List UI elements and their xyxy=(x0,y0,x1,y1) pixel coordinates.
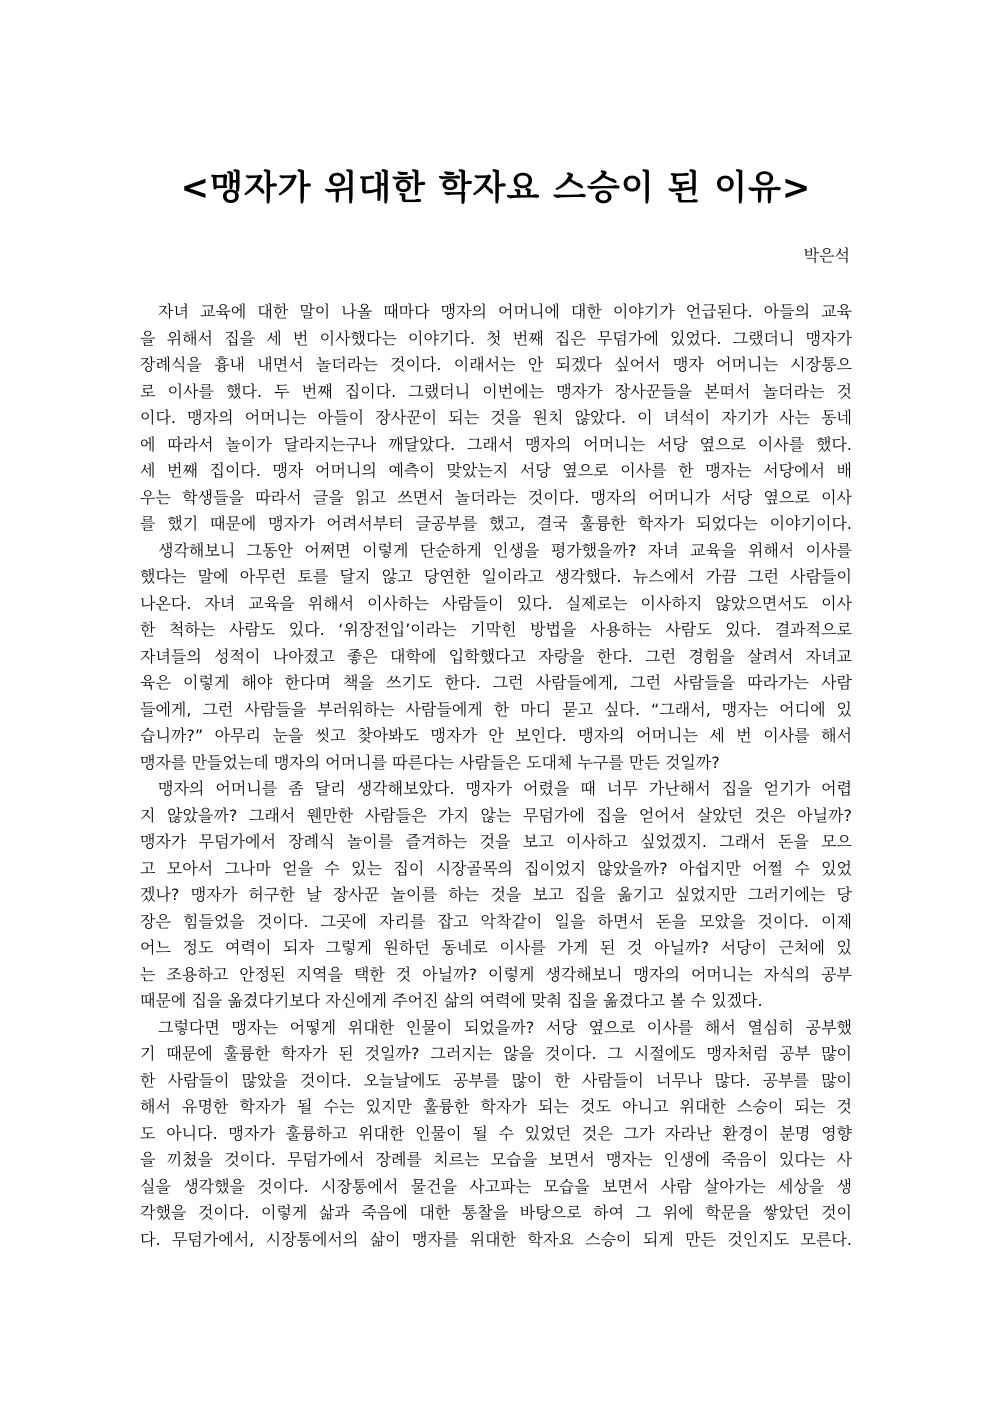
paragraph-2-line: 육은 이렇게 해야 한다며 책을 쓰기도 한다. 그런 사람들에게, 그런 사람들을 따라가는 사람 xyxy=(140,673,852,692)
paragraph-1-line: 로 이사를 했다. 두 번째 집이다. 그랬더니 이번에는 맹자가 장사꾼들을 본떠서 놀더라는 것 xyxy=(140,381,852,401)
paragraph-4-line: 을 끼쳤을 것이다. 무덤가에서 장례를 치르는 모습을 보면서 맹자는 인생에 죽음이 있다는 사 xyxy=(140,1150,852,1169)
paragraph-4-line: 해서 유명한 학자가 될 수는 있지만 훌륭한 학자가 되는 것도 아니고 위대한 스승이 되는 것 xyxy=(140,1097,852,1116)
author-name: 박은석 xyxy=(803,246,850,265)
paragraph-3-line: 겠나? 맹자가 허구한 날 장사꾼 놀이를 하는 것을 보고 집을 옮기고 싶었지만 그러기에는 당 xyxy=(140,885,852,904)
paragraph-2-line: 한 척하는 사람도 있다. ‘위장전입’이라는 기막힌 방법을 사용하는 사람도 있다. 결과적으로 xyxy=(140,620,852,639)
paragraph-3-line: 때문에 집을 옮겼다기보다 자신에게 주어진 삶의 여력에 맞춰 집을 옮겼다고 볼 수 있겠다. xyxy=(140,991,763,1010)
paragraph-3-line: 어느 정도 여력이 되자 그렇게 원하던 동네로 이사를 가게 된 것 아닐까? 서당이 근처에 있 xyxy=(140,938,852,957)
paragraph-3-line: 장은 힘들었을 것이다. 그곳에 자리를 잡고 악착같이 일을 하면서 돈을 모았을 것이다. 이제 xyxy=(140,911,852,931)
paragraph-2-line: 했다는 말에 아무런 토를 달지 않고 당연한 일이라고 생각했다. 뉴스에서 가끔 그런 사람들이 xyxy=(140,567,852,586)
paragraph-2-line: 들에게, 그런 사람들을 부러워하는 사람들에게 한 마디 묻고 싶다. “그래서, 맹자는 어디에 있 xyxy=(140,699,852,719)
paragraph-4-line: 실을 생각했을 것이다. 시장통에서 물건을 사고파는 모습을 보면서 사람 살아가는 세상을 생 xyxy=(140,1176,852,1196)
paragraph-3-line: 는 조용하고 안정된 지역을 택한 것 아닐까? 이렇게 생각해보니 맹자의 어머니는 자식의 공부 xyxy=(140,964,852,984)
paragraph-4-line: 다. 무덤가에서, 시장통에서의 삶이 맹자를 위대한 학자요 스승이 되게 만든 것인지도 모른다. xyxy=(140,1229,852,1249)
paragraph-2-line: 생각해보니 그동안 어쩌면 이렇게 단순하게 인생을 평가했을까? 자녀 교육을 위해서 이사를 xyxy=(158,540,852,560)
paragraph-1-line: 를 했기 때문에 맹자가 어려서부터 글공부를 했고, 결국 훌륭한 학자가 되었다는 이야기이다. xyxy=(140,514,852,533)
paragraph-3-line: 맹자의 어머니를 좀 달리 생각해보았다. 맹자가 어렸을 때 너무 가난해서 집을 얻기가 어렵 xyxy=(158,779,852,798)
paragraph-4-line: 기 때문에 훌륭한 학자가 된 것일까? 그러지는 않을 것이다. 그 시절에도 맹자처럼 공부 많이 xyxy=(140,1044,852,1063)
paragraph-4-line: 각했을 것이다. 이렇게 삶과 죽음에 대한 통찰을 바탕으로 하여 그 위에 학문을 쌓았던 것이 xyxy=(140,1203,852,1222)
paragraph-3-line: 고 모아서 그나마 얻을 수 있는 집이 시장골목의 집이었지 않았을까? 아쉽지만 어쩔 수 있었 xyxy=(140,858,852,878)
paragraph-4-line: 한 사람들이 많았을 것이다. 오늘날에도 공부를 많이 한 사람들이 너무나 많다. 공부를 많이 xyxy=(140,1070,852,1090)
paragraph-1-line: 에 따라서 놀이가 달라지는구나 깨달았다. 그래서 맹자의 어머니는 서당 옆으로 이사를 했다. xyxy=(140,434,852,454)
paragraph-1-line: 을 위해서 집을 세 번 이사했다는 이야기다. 첫 번째 집은 무덤가에 있었다. 그랬더니 맹자가 xyxy=(140,328,852,348)
paragraph-2-line: 맹자를 만들었는데 맹자의 어머니를 따른다는 사람들은 도대체 누구를 만든 것일까? xyxy=(140,752,720,772)
paragraph-1-line: 이다. 맹자의 어머니는 아들이 장사꾼이 되는 것을 원치 않았다. 이 녀석이 자기가 사는 동네 xyxy=(140,408,852,427)
paragraph-1-line: 세 번째 집이다. 맹자 어머니의 예측이 맞았는지 서당 옆으로 이사를 한 맹자는 서당에서 배 xyxy=(140,461,852,480)
paragraph-3-line: 지 않았을까? 그래서 웬만한 사람들은 가지 않는 무덤가에 집을 얻어서 살았던 것은 아닐까? xyxy=(140,805,852,825)
paragraph-1-line: 장례식을 흉내 내면서 놀더라는 것이다. 이래서는 안 되겠다 싶어서 맹자 어머니는 시장통으 xyxy=(140,355,852,374)
paragraph-4-line: 그렇다면 맹자는 어떻게 위대한 인물이 되었을까? 서당 옆으로 이사를 해서 열심히 공부했 xyxy=(158,1017,852,1037)
paragraph-4-line: 도 아니다. 맹자가 훌륭하고 위대한 인물이 될 수 있었던 것은 그가 자라난 환경이 분명 영향 xyxy=(140,1123,852,1143)
paragraph-1-line: 우는 학생들을 따라서 글을 읽고 쓰면서 놀더라는 것이다. 맹자의 어머니가 서당 옆으로 이사 xyxy=(140,487,852,507)
paragraph-2-line: 자녀들의 성적이 나아졌고 좋은 대학에 입학했다고 자랑을 한다. 그런 경험을 살려서 자녀교 xyxy=(140,646,852,666)
paragraph-2-line: 나온다. 자녀 교육을 위해서 이사하는 사람들이 있다. 실제로는 이사하지 않았으면서도 이사 xyxy=(140,593,852,613)
paragraph-3-line: 맹자가 무덤가에서 장례식 놀이를 즐겨하는 것을 보고 이사하고 싶었겠지. 그래서 돈을 모으 xyxy=(140,832,852,851)
paragraph-1-line: 자녀 교육에 대한 말이 나올 때마다 맹자의 어머니에 대한 이야기가 언급된다. 아들의 교육 xyxy=(158,302,852,321)
document-title: <맹자가 위대한 학자요 스승이 된 이유> xyxy=(180,168,812,208)
paragraph-2-line: 습니까?” 아무리 눈을 씻고 찾아봐도 맹자가 안 보인다. 맹자의 어머니는 세 번 이사를 해서 xyxy=(140,726,852,745)
